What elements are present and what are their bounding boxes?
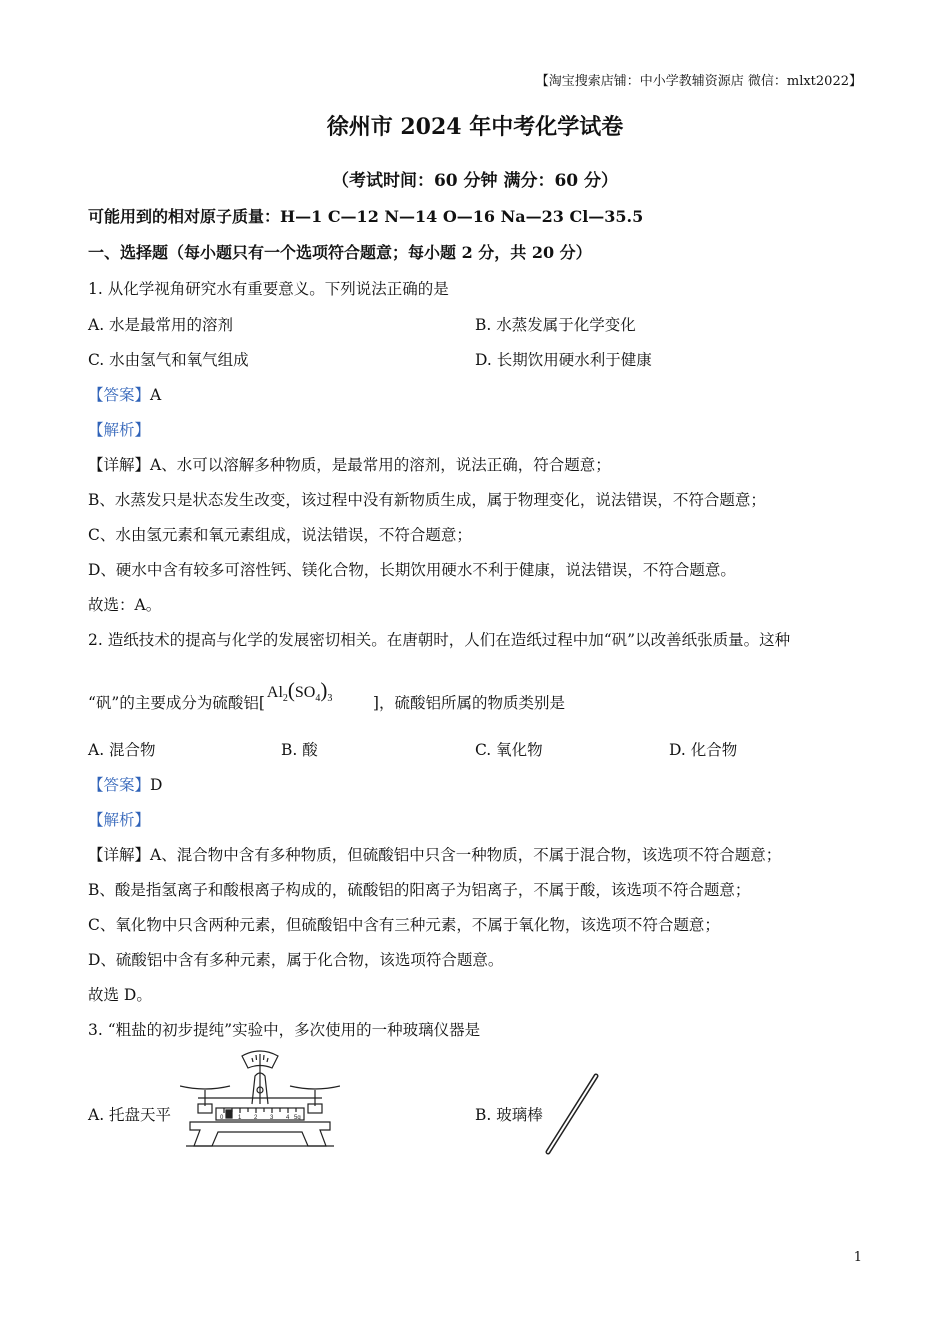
- answer-value: D: [150, 776, 163, 794]
- q1-conclusion: 故选：A。: [88, 596, 162, 614]
- q2-stem-line1: 2. 造纸技术的提高与化学的发展密切相关。在唐朝时，人们在造纸过程中加“矾”以改善纸张质量。这种: [88, 631, 791, 649]
- q1-detail-a: [88, 453, 611, 475]
- header-note: 【淘宝搜索店铺：中小学教辅资源店 微信：mlxt2022】: [535, 74, 862, 89]
- q1-detail-c: C、水由氢元素和氧元素组成，说法错误，不符合题意；: [88, 526, 472, 544]
- detail-text: A、水可以溶解多种物质，是最常用的溶剂，说法正确，符合题意；: [150, 456, 611, 474]
- detail-tag: 【详解】: [88, 456, 151, 474]
- detail-tag: 【详解】: [88, 846, 151, 864]
- q1-option-c: C. 水由氢气和氧气组成: [88, 351, 249, 369]
- scale-label: 2: [254, 1115, 258, 1121]
- scale-label: 1: [238, 1115, 242, 1121]
- answer-value: A: [150, 386, 162, 404]
- q2-stem-pre: “矾”的主要成分为硫酸铝[: [88, 694, 265, 712]
- q3-stem: 3. “粗盐的初步提纯”实验中，多次使用的一种玻璃仪器是: [88, 1021, 481, 1039]
- q1-detail-b: B、水蒸发只是状态发生改变，该过程中没有新物质生成，属于物理变化，说法错误，不符合题意；: [88, 491, 766, 509]
- q2-detail-b: B、酸是指氢离子和酸根离子构成的，硫酸铝的阳离子为铝离子，不属于酸，该选项不符合题意；: [88, 881, 751, 899]
- q1-stem: 1. 从化学视角研究水有重要意义。下列说法正确的是: [88, 280, 449, 298]
- q2-detail-c: C、氧化物中只含两种元素，但硫酸铝中含有三种元素，不属于氧化物，该选项不符合题意；: [88, 916, 720, 934]
- tray-balance-illustration: [180, 1046, 340, 1154]
- q2-stem-post: ]，硫酸铝所属的物质类别是: [372, 694, 565, 712]
- q2-detail-a: [88, 843, 781, 865]
- exam-info: （考试时间：60 分钟 满分：60 分）: [331, 171, 619, 191]
- q2-stem-line2: [88, 678, 565, 713]
- scale-label: 5g: [294, 1115, 301, 1121]
- scale-label: 4: [286, 1115, 290, 1121]
- q2-conclusion: 故选 D。: [88, 986, 152, 1004]
- q1-option-a: A. 水是最常用的溶剂: [88, 316, 234, 334]
- aluminium-sulfate-formula: $Al_2(SO_4)_3$: [266, 678, 333, 705]
- q2-answer: [88, 773, 162, 795]
- atomic-masses: 可能用到的相对原子质量：H—1 C—12 N—14 O—16 Na—23 Cl—35.5: [88, 207, 644, 226]
- scale-label: 3: [270, 1115, 274, 1121]
- q1-analysis-tag: 【解析】: [88, 421, 151, 439]
- q2-option-b: B. 酸: [281, 741, 318, 759]
- q2-analysis-tag: 【解析】: [88, 811, 151, 829]
- q1-answer: [88, 383, 161, 405]
- q2-option-c: C. 氧化物: [475, 741, 543, 759]
- answer-tag: 【答案】: [88, 386, 151, 404]
- section-title: 一、选择题（每小题只有一个选项符合题意；每小题 2 分，共 20 分）: [88, 243, 592, 262]
- answer-tag: 【答案】: [88, 776, 151, 794]
- q1-detail-d: D、硬水中含有较多可溶性钙、镁化合物，长期饮用硬水不利于健康，说法错误，不符合题意。: [88, 561, 736, 579]
- q2-option-d: D. 化合物: [669, 741, 738, 759]
- page-title: 徐州市 2024 年中考化学试卷: [326, 114, 624, 140]
- q2-detail-d: D、硫酸铝中含有多种元素，属于化合物，该选项符合题意。: [88, 951, 504, 969]
- q3-option-b: B. 玻璃棒: [475, 1106, 543, 1124]
- q2-option-a: A. 混合物: [88, 741, 156, 759]
- scale-label: 0: [220, 1115, 224, 1121]
- glass-rod-illustration: [538, 1072, 608, 1156]
- page-number: 1: [853, 1250, 862, 1265]
- q1-option-b: B. 水蒸发属于化学变化: [475, 316, 636, 334]
- q1-option-d: D. 长期饮用硬水利于健康: [475, 351, 652, 369]
- detail-text: A、混合物中含有多种物质，但硫酸铝中只含一种物质，不属于混合物，该选项不符合题意；: [150, 846, 782, 864]
- q3-option-a: A. 托盘天平: [88, 1106, 172, 1124]
